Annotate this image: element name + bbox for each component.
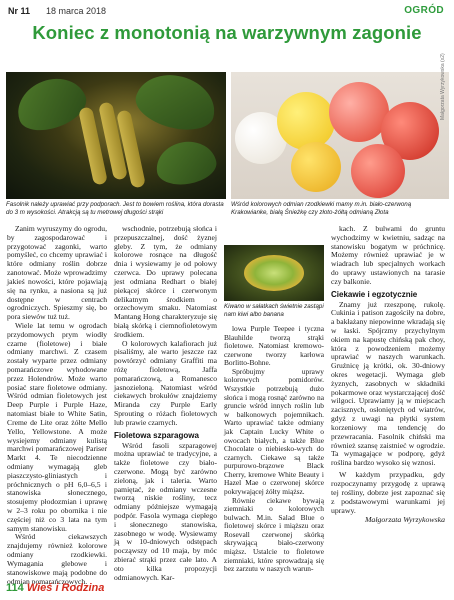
text-column-4	[331, 225, 445, 468]
text-column-3	[224, 325, 324, 574]
author-signature: Małgorzata Wyrzykowska	[364, 515, 445, 525]
paragraph: Spróbujmy uprawy kolorowych pomidorów. Wszystkie potrzebują dużo słońca i mogą rosnąć zarówno na gruncie wśród innych roślin lub w balkonowych pojemnikach. Warto uprawiać także odmiany jak Captain Lucky White o owocach białych, a także Blue Chocolate o niebiesko-wych do czarnych. Ciekawe są także purpurowo-brązowe Black Cherry, kremowe White Beauty i Hazel Mae o czerwonej skórce pokrywającej żółty miąższ.	[224, 366, 324, 496]
paragraph: Wśród ciekawszych znajdujemy również kolorowe odmiany rzodkiewki. Wymagania glebowe i stanowiskowe mają podobne do odmian pomarańczowych.	[7, 532, 107, 586]
page-footer	[6, 582, 104, 594]
kiwano-photo	[224, 245, 324, 301]
paragraph: Wiele lat temu w ogrodach przydomowych prym wiodły czarne (fioletowe) i białe odmiany marchwi. Z czasem zostały wyparte przez odmiany pomarańczowe wyhodowane przez Holendrów. Może warto posiać stare fioletowe odmiany. Wśród odmian fioletowych jest Deep Purple i Purple Haze, natomiast białe to White Satin, Creme de Lite oraz żółte Mello Yello, Yellowstone. A może wysiejemy odmiany kulistą marchwi pomarańczowej Pariser Markt 4. Te niecodzienne odmiany wymagają gleb piaszczysto-gliniastych i próchnicznych o pH 6,0–6,5 i stanowiska słonecznego, stosujemy płodozmian i uprawę w 2–3 roku po obornika i nie częściej niż co 3 lata na tym samym stanowisku.	[7, 320, 107, 533]
magazine-name: Wieś i Rodzina	[26, 582, 105, 594]
paragraph: W każdym przypadku, gdy rozpoczynamy przygodę z uprawą tej rośliny, dobrze jest zapoznać się z podstawowymi warunkami jej uprawy.	[331, 470, 445, 516]
issue-number: Nr 11	[8, 6, 31, 16]
page-number: 114	[6, 582, 24, 594]
page-header	[0, 0, 454, 22]
paragraph: O kolorowych kalafiorach już pisaliśmy, ale warto jeszcze raz powtórzyć odmiany Graffiti ma różę fioletową, Jaffa pomarańczową, a Romanesco jasnozieloną. Natomiast wśród ciekawych brokułów znajdziemy Miranda czy Purple Early Sprouting o różach fioletowych lub prawie czarnych.	[114, 338, 217, 427]
subheading: Ciekawie i egzotycznie	[331, 289, 418, 299]
paragraph: lowa Purple Teepee i tyczna Blauhilde tworzą strąki fioletowe. Natomiast kremowo-czerwone tworzy karłowa Borlitto-Bohne.	[224, 324, 324, 368]
photo-radish	[291, 142, 341, 192]
paragraph: kach. Z bulwami do gruntu wychodzimy w kwietniu, sadząc na stanowisku bogatym w próchnicę. Możemy również uprawiać je w wiadrach lub specjalnych workach do uprawy ustawionych na tarasie czy balkonie.	[331, 224, 445, 286]
photo-radish	[277, 92, 335, 150]
photo-radish	[351, 144, 405, 198]
paragraph: Znamy już rzeszponę, rukolę. Cukinia i patison zagościły na dobre, a bakłażany niepowinne wkradają się w łaski. Spójrzmy przychylnym okiem na kapustę chińską pak choy, która z powodzeniem możemy uprawiać w naszych warunkach. Gruźnicę ją krótki, ok. 30-dniowy okres wegetacji. Wymaga gleb żyznych, zasobnych w składniki pokarmowe oraz wystarczającej dość wilgoci. Uprawiamy ją w miejscach zacisznych, osłoniętych od wiatrów, gdyż z uwagi na płytki system korzeniowy ma tendencję do przewracania. Fasolnik chiński ma również szansę zaistnieć w ogrodzie. Ta wymagające w podporę, gdyż roślina bardzo wysoko się wznosi.	[331, 299, 445, 468]
paragraph: Równie ciekawe bywają ziemniaki o kolorowych bulwach. M.in. Salad Blue o fioletowej skórce i miąższu oraz Rosevall czerwonej skórką skrywającą biało-czerwony miąższ. Ustalcie to fioletowe ziemniaki, które sprowadzają się bez zarzutu w naszych warun-	[224, 495, 324, 574]
photo-kiwano-fruit	[244, 255, 304, 291]
photo-credit: Małgorzata Wyrzykowska (x2)	[440, 53, 446, 120]
subheading: Fioletowa szparagowa	[114, 430, 199, 440]
yardlong-bean-photo	[6, 72, 226, 199]
photo-radish	[329, 82, 389, 142]
photo-caption-left: Fasolnik należy uprawiać przy podporach. Jest to bowiem roślina, która dorasta do 3 m wysokości. Atrakcją są tu metrowej długości strąki	[6, 201, 224, 216]
photo-leaf	[10, 72, 92, 139]
article-title: Koniec z monotonią na warzywnym zagonie	[32, 22, 422, 43]
photo-leaf	[153, 137, 219, 189]
paragraph: Zanim wyruszymy do ogrodu, by zagospodarować i przygotować zagonki, warto pomyśleć, co chcemy uprawiać i które odmiany roślin dobrze zanotować. Może wprowadzimy jakieś nowości, które pojawiają się na rynku, a nasiona są już dostępne w centrach ogrodniczych. Spieszmy się, bo pora siewów tuż tuż.	[7, 224, 107, 322]
issue-date: 18 marca 2018	[46, 6, 107, 16]
photo-leaf	[131, 72, 222, 137]
text-column-1	[7, 225, 107, 586]
paragraph: wschodnie, potrzebują słońca i przepuszczalnej, dość żyznej gleby. Z tym, że odmiany kolorowe rosnące na długość dnia i wysiewamy je od połowy czerwca. Do uprawy polecana jest odmiana Redhart o białej piekącej skórce i czerwonym delikatnym środkiem o orzechowym smaku. Natomiast Mantang Hong charakteryzuje się białą skórką i ciemnofioletowym środkiem.	[114, 224, 217, 339]
text-column-4-end	[331, 470, 445, 525]
section-label: OGRÓD	[404, 5, 444, 16]
text-column-2	[114, 225, 217, 583]
photo-caption-right: Wśród kolorowych odmian rzodkiewki mamy m.in. biało-czerwoną Krakowianke, białą Śnieżkę czy złoto-żółtą odmianą Złota	[231, 201, 412, 216]
photo-caption-middle: Kiwano w sałatkach świetnie zastąpi nam kiwi albo banana	[224, 303, 324, 318]
paragraph: Wśród fasoli szparagowej można uprawiać te tradycyjne, a także fioletowe czy biało-czerwone. Mogą być zarówno zieloną, jak i taleria. Warto pamiętać, że odmiany wczesne tworzą niskie rośliny, tecz odmiany późniejsze wymagają podpór. Fasola wymaga ciepłego i słonecznego stanowiska, zasobnego w wodę. Wysiewamy ją w 10-dniowych odstępach począwszy od 10 maja, by móc zbierać strąki przez całe lato. A oto kilka propozycji odmianowych. Kar-	[114, 440, 217, 582]
radish-photo	[231, 72, 449, 199]
